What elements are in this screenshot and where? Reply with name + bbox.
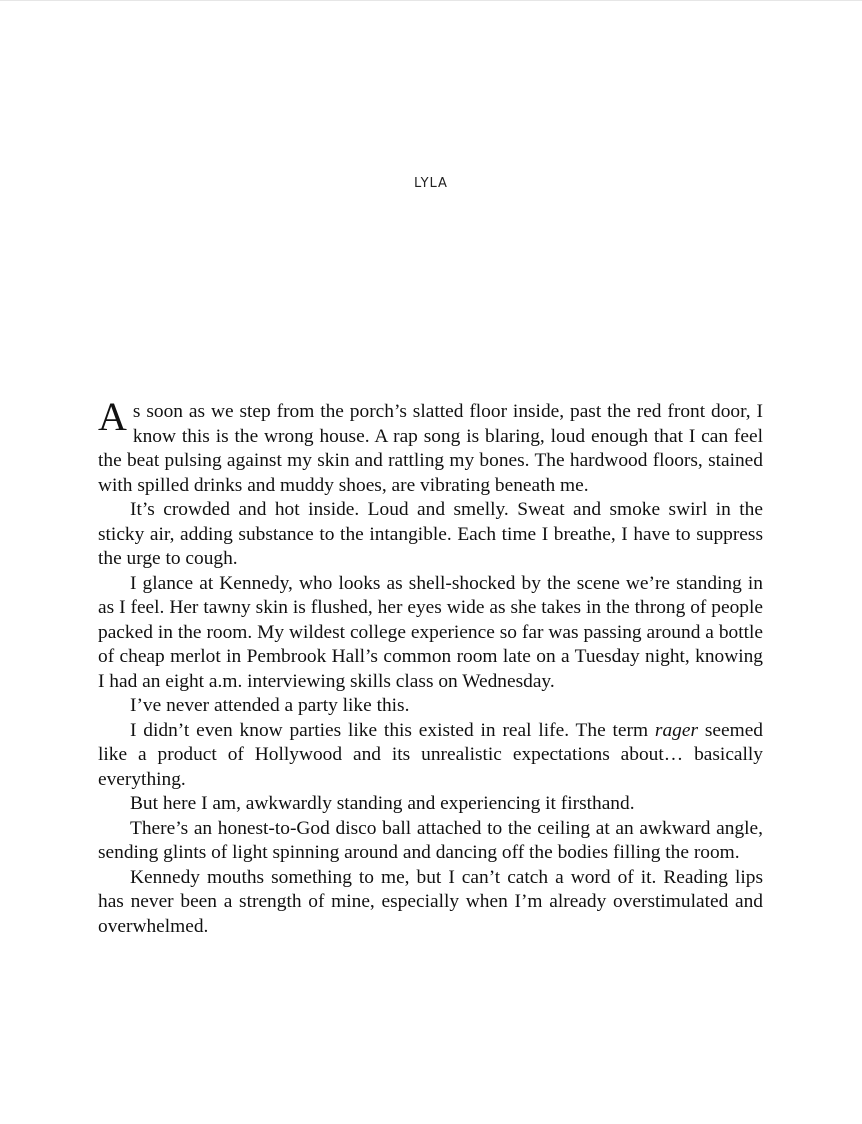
paragraph-8 xyxy=(98,866,763,940)
paragraph-text-after: seemed like a product of Hollywood and its unrealistic expectations about… basically everything. xyxy=(98,719,764,790)
paragraph-text: There’s an honest-to-God disco ball attached to the ceiling at an awkward angle, sending glints of light spinning around and dancing off the bodies filling the room. xyxy=(98,817,763,863)
page-top-edge xyxy=(0,0,862,1)
paragraph-text: But here I am, awkwardly standing and experiencing it firsthand. xyxy=(130,793,635,814)
paragraph-text: I glance at Kennedy, who looks as shell-shocked by the scene we’re standing in as I feel. Her tawny skin is flushed, her eyes wide as she takes in the throng of people packed in the room. My wildest college experience so far was passing around a bottle of cheap merlot in Pembrook Hall’s common room late on a Tuesday night, knowing I had an eight a.m. interviewing skills class on Wednesday. xyxy=(98,572,763,692)
paragraph-text: s soon as we step from the porch’s slatted floor inside, past the red front door, I know this is the wrong house. A rap song is blaring, loud enough that I can feel the beat pulsing against my skin and rattling my bones. The hardwood floors, stained with spilled drinks and muddy shoes, are vibrating beneath me. xyxy=(98,401,763,496)
paragraph-1 xyxy=(98,394,763,498)
drop-cap: A xyxy=(98,394,127,439)
paragraph-2 xyxy=(98,498,763,572)
paragraph-text: I’ve never attended a party like this. xyxy=(130,695,410,716)
italic-term: rager xyxy=(654,719,699,741)
paragraph-3 xyxy=(98,572,763,695)
chapter-title: LYLA xyxy=(414,176,448,191)
paragraph-text: Kennedy mouths something to me, but I can’t catch a word of it. Reading lips has never been a strength of mine, especially when I’m already overstimulated and overwhelmed. xyxy=(98,866,763,937)
paragraph-5 xyxy=(98,719,763,793)
paragraph-4 xyxy=(98,694,763,719)
paragraph-6 xyxy=(98,792,763,817)
chapter-body xyxy=(98,394,764,939)
paragraph-7 xyxy=(98,817,763,866)
paragraph-text: It’s crowded and hot inside. Loud and smelly. Sweat and smoke swirl in the sticky air, adding substance to the intangible. Each time I breathe, I have to suppress the urge to cough. xyxy=(98,499,763,569)
paragraph-text-before: I didn’t even know parties like this existed in real life. The term xyxy=(130,719,655,741)
